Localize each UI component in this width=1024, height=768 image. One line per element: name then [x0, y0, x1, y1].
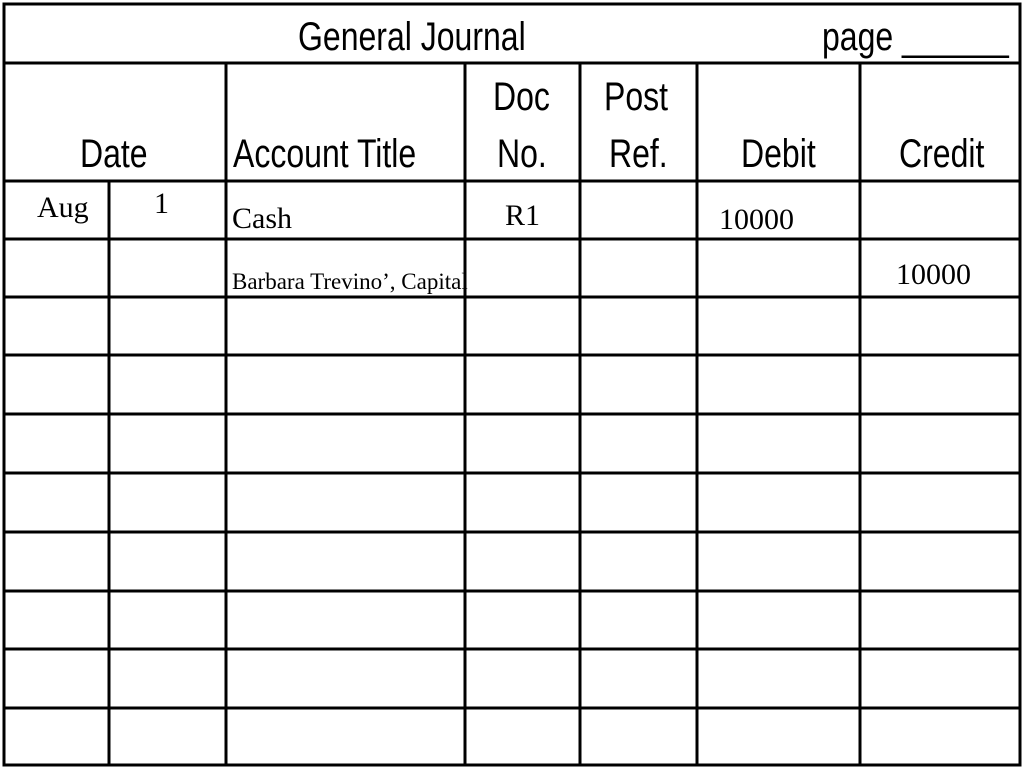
entry-day: 1 — [154, 187, 169, 220]
column-header-post-line2: Ref. — [609, 132, 668, 176]
column-header-debit: Debit — [741, 132, 816, 176]
page-label: page — [822, 15, 894, 59]
entry-doc-number: R1 — [505, 199, 541, 232]
journal-title: General Journal — [298, 15, 526, 59]
entry-credit-amount: 10000 — [896, 258, 971, 291]
entry-debit-amount: 10000 — [719, 203, 794, 236]
column-header-post-line1: Post — [604, 75, 669, 119]
entry-month: Aug — [37, 191, 89, 224]
entry-account-title: Cash — [232, 202, 292, 235]
column-header-doc-line2: No. — [497, 132, 547, 176]
column-header-date: Date — [80, 132, 148, 176]
page-number-blank[interactable]: ______ — [902, 15, 1009, 59]
column-header-credit: Credit — [899, 132, 985, 176]
column-header-account-title: Account Title — [233, 132, 417, 176]
entry-account-title: Barbara Trevino’, Capital — [232, 269, 468, 294]
column-header-doc-line1: Doc — [493, 75, 550, 119]
